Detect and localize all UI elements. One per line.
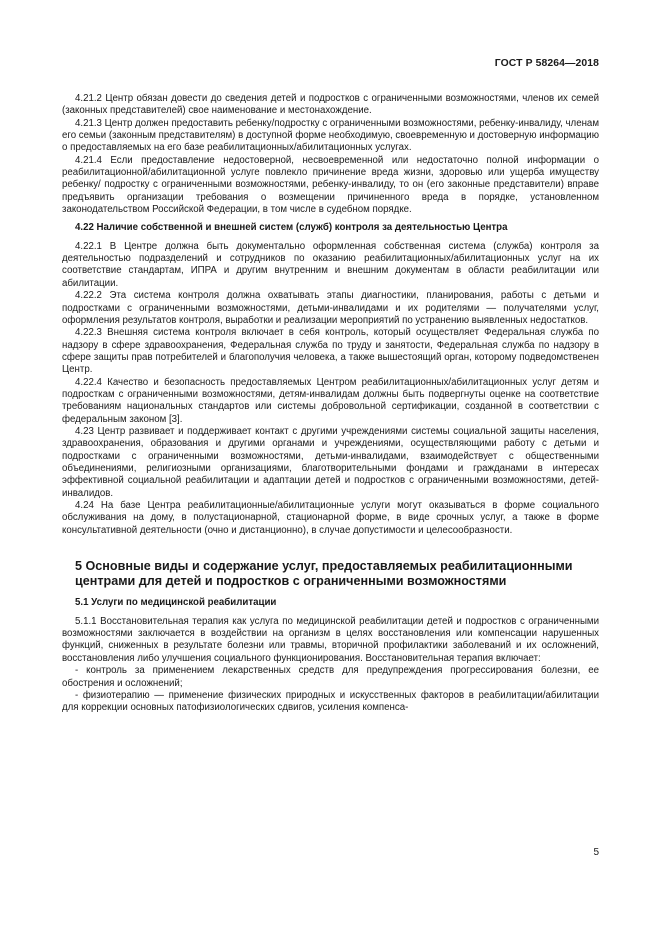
paragraph-4-24: 4.24 На базе Центра реабилитационные/абилитационные услуги могут оказываться в форме социального обслуживания на дому, в полустационарной, стационарной форме, в виде срочных услуг, а также в форме консультативной деятельности (очно и дистанционно), в случае допустимости и целесообразности. [62,500,599,536]
paragraph-4-22-4: 4.22.4 Качество и безопасность предоставляемых Центром реабилитационных/абилитационных услуг детям и подросткам с ограниченными возможностями, детям-инвалидам должны быть подвергнуты оценке на соответствие требованиям национальных стандартов или системы добровольной сертификации, созданной в соответствии с федеральным законом [3]. [62,376,599,425]
subsection-heading-5-1: 5.1 Услуги по медицинской реабилитации [75,597,277,609]
paragraph-5-1-1: 5.1.1 Восстановительная терапия как услуга по медицинской реабилитации детей и подростков с ограниченными возможностями заключается в воздействии на организм в целях восстановления или компенсации нарушенных функций, сниженных в результате болезни или травмы, вторичной профилактики заболеваний и их осложнений, восстановления либо улучшения социального функционирования. Восстановительная терапия включает: [62,615,599,664]
list-item-drug-control: - контроль за применением лекарственных средств для предупреждения прогрессирования болезни, ее обострения и осложнений; [62,665,599,689]
paragraph-4-22-1: 4.22.1 В Центре должна быть документально оформленная собственная система (служба) контроля за деятельностью подразделений и сотрудников по оказанию реабилитационных/абилитационных услуг на их соответствие стандартам, ИПРА и другим внутренним и внешним документам в области реабилитации или абилитации. [62,240,599,289]
paragraph-4-21-4: 4.21.4 Если предоставление недостоверной, несвоевременной или недостаточно полной информации о реабилитационной/абилитационной услуге повлекло причинение вреда жизни, здоровью или ущерба имуществу ребенку/ подростку с ограниченными возможностями, ребенку-инвалиду, то он (его законные представители) вправе предъявить организации требования о возмещении причиненного вреда в порядке, установленном законодательством Российской Федерации, в том числе в судебном порядке. [62,154,599,216]
list-item-physiotherapy: - физиотерапию — применение физических природных и искусственных факторов в реабилитации/абилитации для коррекции основных патофизиологических сдвигов, усиления компенса- [62,689,599,714]
paragraph-4-22-2: 4.22.2 Эта система контроля должна охватывать этапы диагностики, планирования, работы с детьми и подростками с ограниченными возможностями, детьми-инвалидами и их родителями — получателями услуг, оформления результатов контроля, выработки и реализации мероприятий по устранению выявленных недостатков. [62,290,599,326]
standard-designation: ГОСТ Р 58264—2018 [494,58,599,69]
paragraph-4-21-2: 4.21.2 Центр обязан довести до сведения детей и подростков с ограниченными возможностями, членов их семей (законных представителей) свое наименование и местонахождение. [62,93,599,117]
subsection-heading-4-22: 4.22 Наличие собственной и внешней систем (служб) контроля за деятельностью Центра [75,222,508,234]
document-body [62,93,599,715]
section-heading-5: 5 Основные виды и содержание услуг, предоставляемых реабилитационными центрами для детей и подростков с ограниченными возможностями [75,559,573,589]
document-page [62,0,599,935]
paragraph-4-21-3: 4.21.3 Центр должен предоставить ребенку/подростку с ограниченными возможностями, ребенку-инвалиду, членам его семьи (законным представителям) в доступной форме необходимую, своевременную и достоверную информацию о предоставляемых на его базе реабилитационных/абилитационных услугах. [62,117,599,154]
paragraph-4-23: 4.23 Центр развивает и поддерживает контакт с другими учреждениями системы социальной защиты населения, здравоохранения, образования и другими органами и учреждениями, осуществляющими работу с детьми и подростками с ограниченными возможностями, детьми-инвалидами, взаимодействует с общественными объединениями, религиозными организациями, благотворительными фондами и гражданами в интересах эффективной социальной реабилитации и адаптации детей и подростков с ограниченными возможностями, детей-инвалидов. [62,425,599,499]
paragraph-4-22-3: 4.22.3 Внешняя система контроля включает в себя контроль, который осуществляет Федеральная служба по надзору в сфере здравоохранения, Федеральная служба по труду и занятости, Федеральная служба по надзору в сфере защиты прав потребителей и благополучия человека, а также вышестоящий орган, которому подведомственен Центр. [62,327,599,376]
page-number: 5 [593,847,599,858]
